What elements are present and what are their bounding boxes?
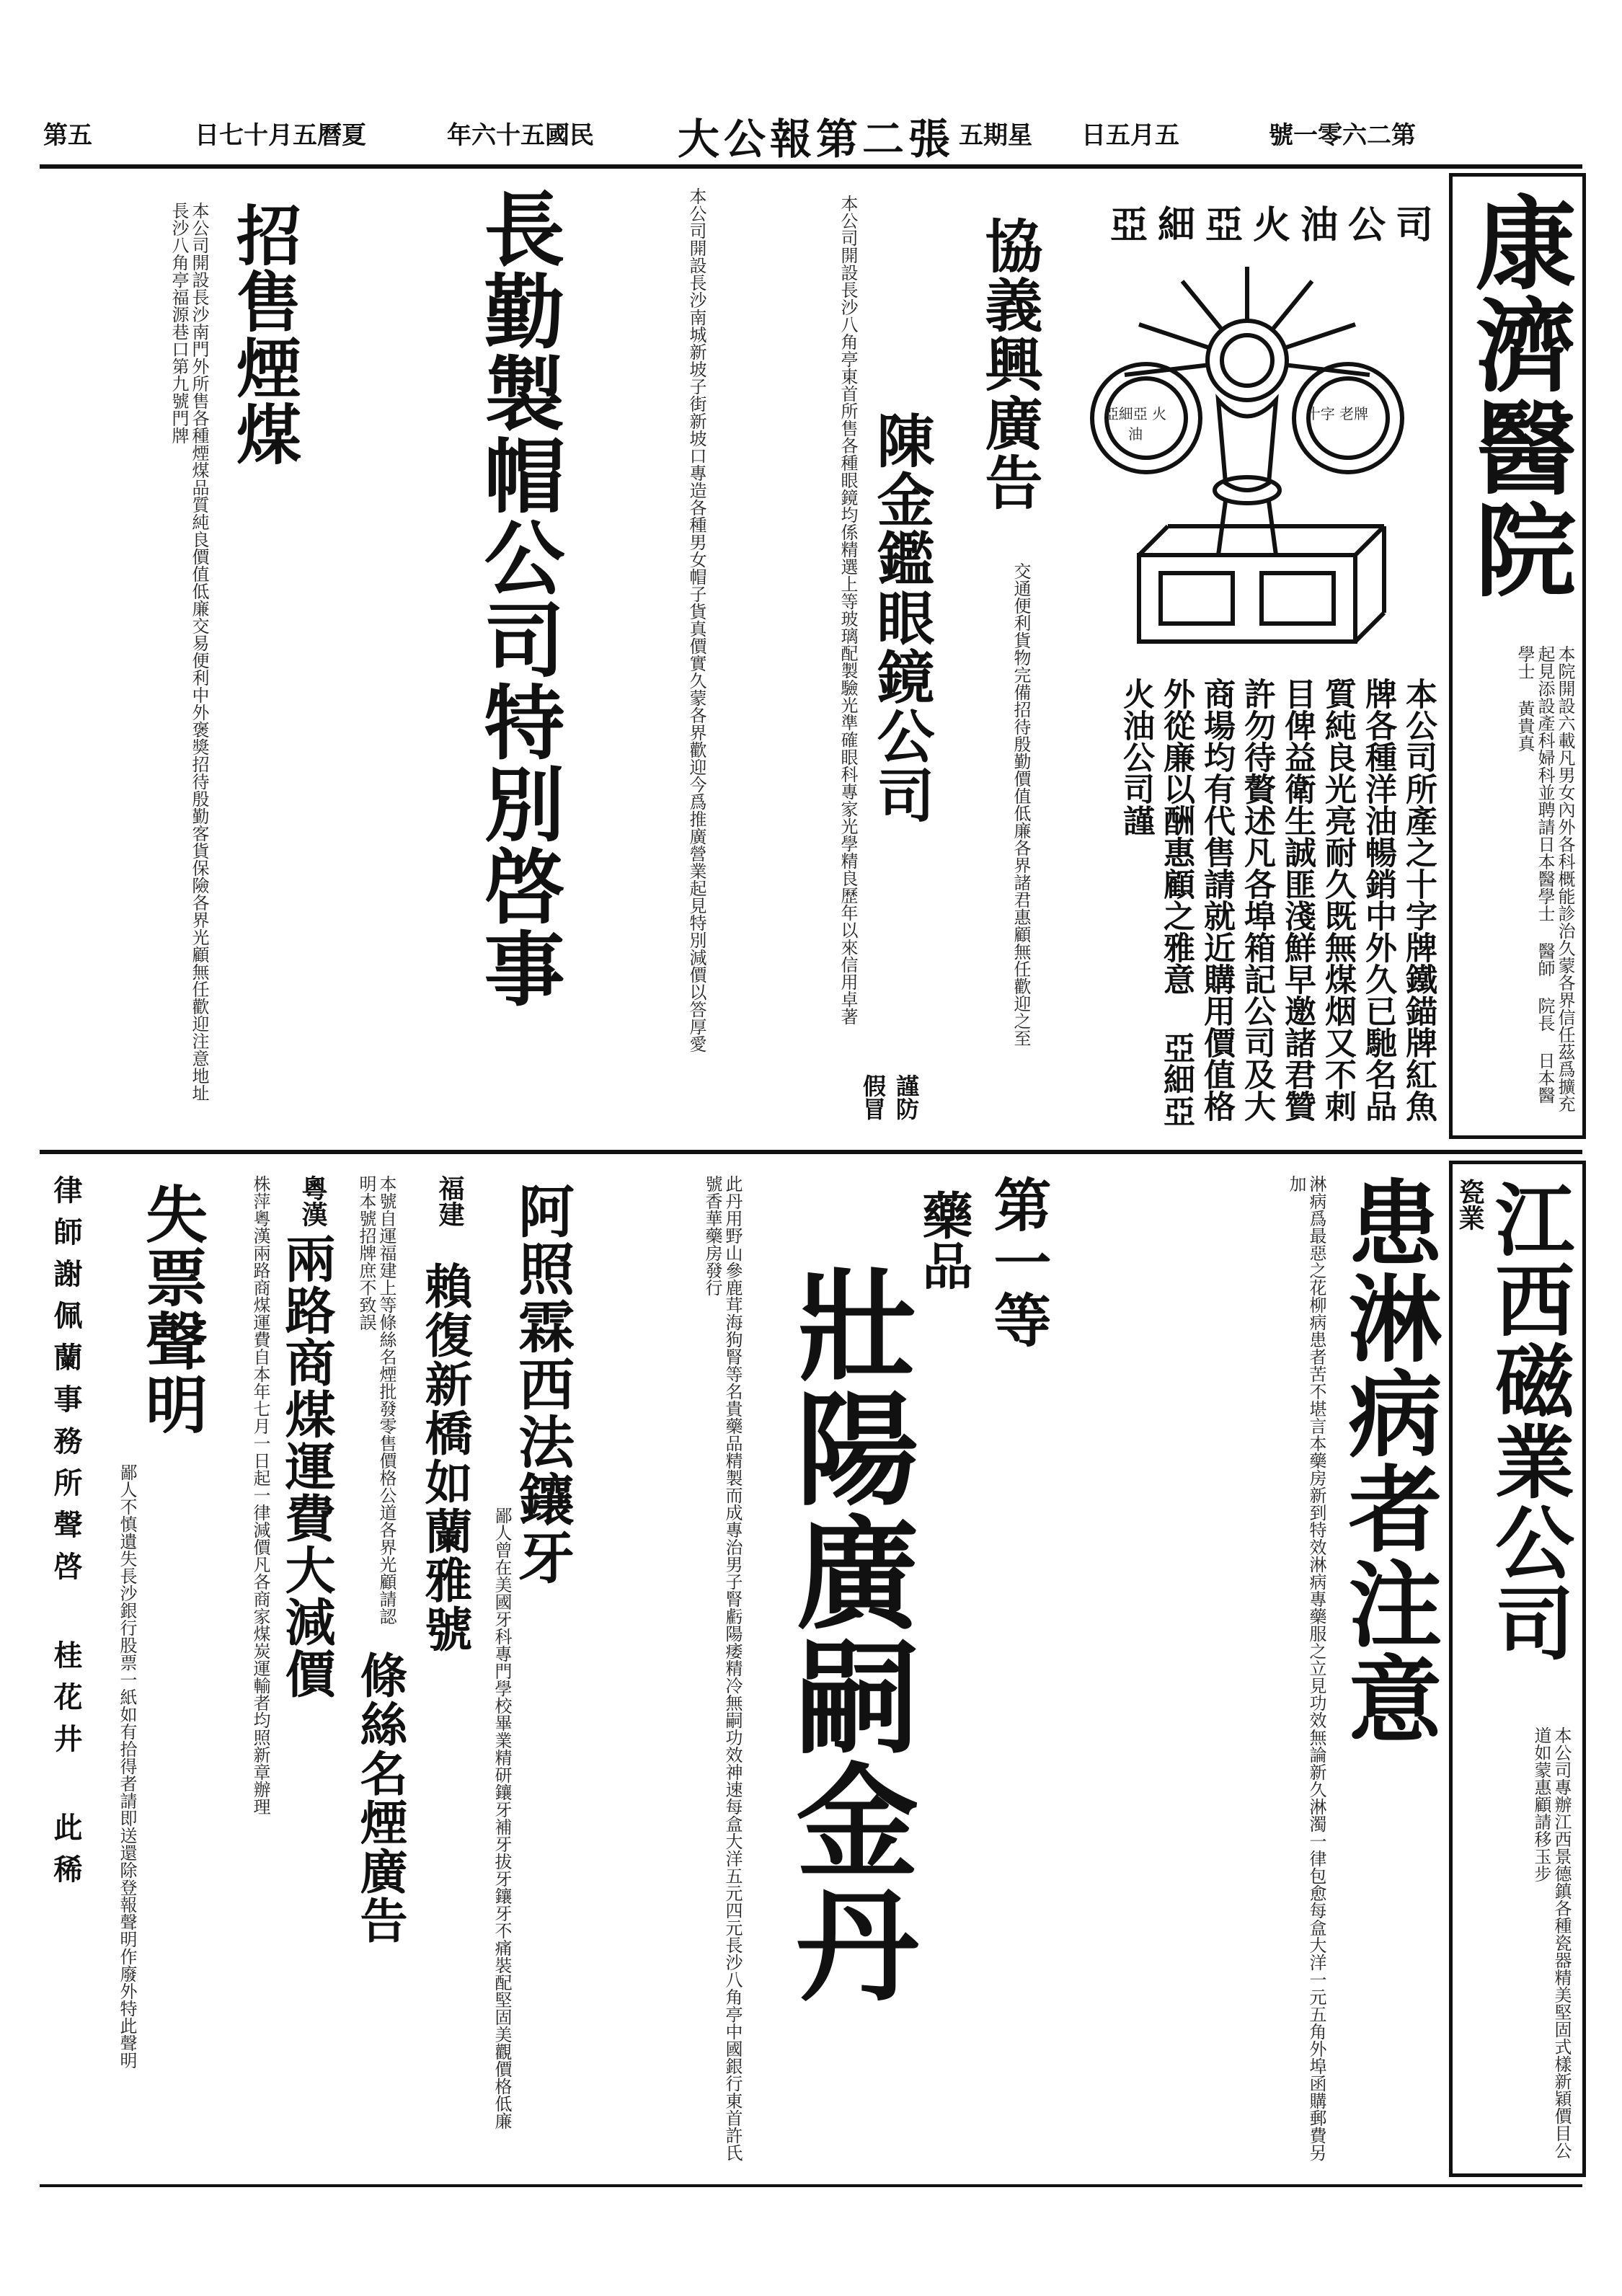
jiangxi-tag: 瓷業 — [1455, 1179, 1485, 1231]
laifu-ad — [339, 1161, 476, 2177]
page-label: 第五 — [43, 121, 92, 150]
lawyer-ad — [36, 1161, 94, 2177]
masthead-date: 日七十月五曆夏 — [195, 121, 366, 150]
xieyixing-ad — [944, 173, 1045, 1139]
oil-lamp-illustration — [1060, 252, 1435, 656]
section-divider — [40, 1150, 1582, 1154]
liangxiang-body: 株萍粵漢兩路商煤運費自本年七月一日起一律減價凡各商家煤炭運輸者均照新章辦理 — [250, 1175, 270, 1815]
yaxi-body: 本公司所產之十字牌鐵錨牌紅魚牌各種洋油暢銷中外久已馳名品質純良光亮耐久既無煤烟又不刺目俾益衛生誠匪淺鮮早邀諸君贊許勿待贅述凡各埠箱記公司及大商場均有代售請就近購用價值格外從廉以酬惠顧之雅意 亞細亞火油公司謹 — [1117, 678, 1437, 1127]
masthead-weekday: 五期星 — [959, 121, 1032, 150]
lawyer-text: 律師謝佩蘭事務所聲啓 桂花井 此稀 — [49, 1175, 83, 1896]
changdong-title: 長勤製帽公司特別啓事 — [471, 187, 565, 1009]
aza-ad — [476, 1161, 577, 2177]
yijin-title: 陳金鑑眼鏡公司 — [867, 411, 935, 825]
kangji-title: 康濟醫院 — [1458, 191, 1577, 600]
masthead-number: 號一零六二第 — [1269, 121, 1416, 150]
kangji-body: 本院開設六載凡男女內外各科概能診治久蒙各界信任茲爲擴充起見添設產科婦科並聘請日本醫學士 醫師 院長 日本醫學士 黃貴真 — [1515, 645, 1575, 1112]
zhaoshou-ad — [43, 173, 310, 1139]
zhuangyang-sub: 藥品 — [914, 1189, 974, 1290]
changdong-ad — [310, 173, 721, 1139]
notice-ad — [1074, 1161, 1449, 2177]
jiangxi-title: 江西磁業公司 — [1482, 1179, 1575, 1663]
zhuangyang-body: 此丹用野山參鹿茸海狗腎等名貴藥品精製而成專治男子腎虧陽痿精冷無嗣功效神速每盒大洋五元四元長沙八角亭中國銀行東首許氏號香華藥房發行 — [702, 1175, 743, 2161]
liangxiang-ad — [209, 1161, 339, 2177]
notice-title: 患淋病者注意 — [1333, 1175, 1443, 1746]
yijin-sub: 謹防假冒 — [859, 1074, 920, 1120]
zhaoshou-body: 本公司開設長沙南門外所售各種煙煤品質純良價值低廉交易便利中外褒獎招待殷勤客貨保險各界光顧無任歡迎注意地址長沙八角亭福源巷口第九號門牌 — [169, 202, 209, 1102]
aza-title: 阿照霖西法鑲牙 — [509, 1182, 575, 1586]
laifu-body: 本號自運福建上等條絲名煙批發零售價格公道各界光顧請認明本號招牌庶不致誤 — [356, 1175, 396, 1625]
masthead — [43, 115, 1579, 164]
lamp-label-left: 亞細亞 火油 — [1104, 405, 1167, 443]
aza-body: 鄙人曾在美國牙科專門學校畢業精研鑲牙補牙拔牙鑲牙不痛裝配堅固美觀價格低廉 — [492, 1507, 512, 2129]
masthead-rule — [40, 164, 1582, 169]
liangxiang-title: 兩路商煤運費大減價 — [277, 1233, 337, 1700]
laifu-title2: 條絲名煙廣告 — [352, 1651, 408, 1945]
xieyixing-body: 交通便利貨物完備招待殷勤價值低廉各界諸君惠顧無任歡迎之至 — [1011, 562, 1031, 1047]
liangxiang-tag: 粵漢 — [298, 1175, 328, 1227]
zhaoshou-title: 招售煙煤 — [225, 202, 301, 467]
zhuangyang-ad — [577, 1161, 1074, 2177]
yaxi-arc: 亞細亞火油公司 — [1110, 203, 1444, 247]
zhuangyang-title: 壯陽廣嗣金丹 — [775, 1262, 919, 2005]
masthead-title: 大公報第二張 — [678, 115, 955, 164]
yijin-body: 本公司開設長沙八角亭東首所售各種眼鏡均係精選上等玻璃配製驗光準確眼科專家光學精良歷年以來信用卓著 — [838, 195, 858, 1025]
lost-ad — [94, 1161, 209, 2177]
zhuangyang-tag: 第一等 — [984, 1175, 1052, 1348]
yijin-ad — [721, 173, 944, 1139]
yaxi-ad — [1045, 173, 1445, 1139]
changdong-body: 本公司開設長沙南城新坡子街新坡口專造各種男女帽子貨真價實久蒙各界歡迎今爲推廣營業起見特別減價以答厚愛 — [686, 187, 706, 1052]
jiangxi-body: 本公司專辦江西景德鎮各種瓷器精美堅固式樣新穎價目公道如蒙惠顧請移玉步 — [1531, 1727, 1572, 2159]
laifu-tag: 福建 — [435, 1175, 465, 1227]
notice-body: 淋病爲最惡之花柳病患者苦不堪言本藥房新到特效淋病專藥服之立見功效無論新久淋濁一律包愈每盒大洋一元五角外埠函購郵費另加 — [1286, 1175, 1326, 2161]
xieyixing-title: 協義興廣告 — [975, 216, 1043, 512]
jiangxi-ad — [1449, 1161, 1586, 2177]
lost-body: 鄙人不慎遺失長沙銀行股票一紙如有拾得者請即送還除登報聲明作廢外特此聲明 — [117, 1463, 137, 2069]
masthead-issue: 日五月五 — [1081, 121, 1179, 150]
bottom-rule — [40, 2184, 1582, 2187]
laifu-title: 賴復新橋如蘭雅號 — [417, 1262, 473, 1654]
lamp-label-right: 十字 老牌 — [1306, 405, 1369, 422]
lost-title: 失票聲明 — [135, 1182, 208, 1436]
masthead-year: 年六十五國民 — [447, 121, 594, 150]
kangji-ad — [1449, 173, 1586, 1139]
